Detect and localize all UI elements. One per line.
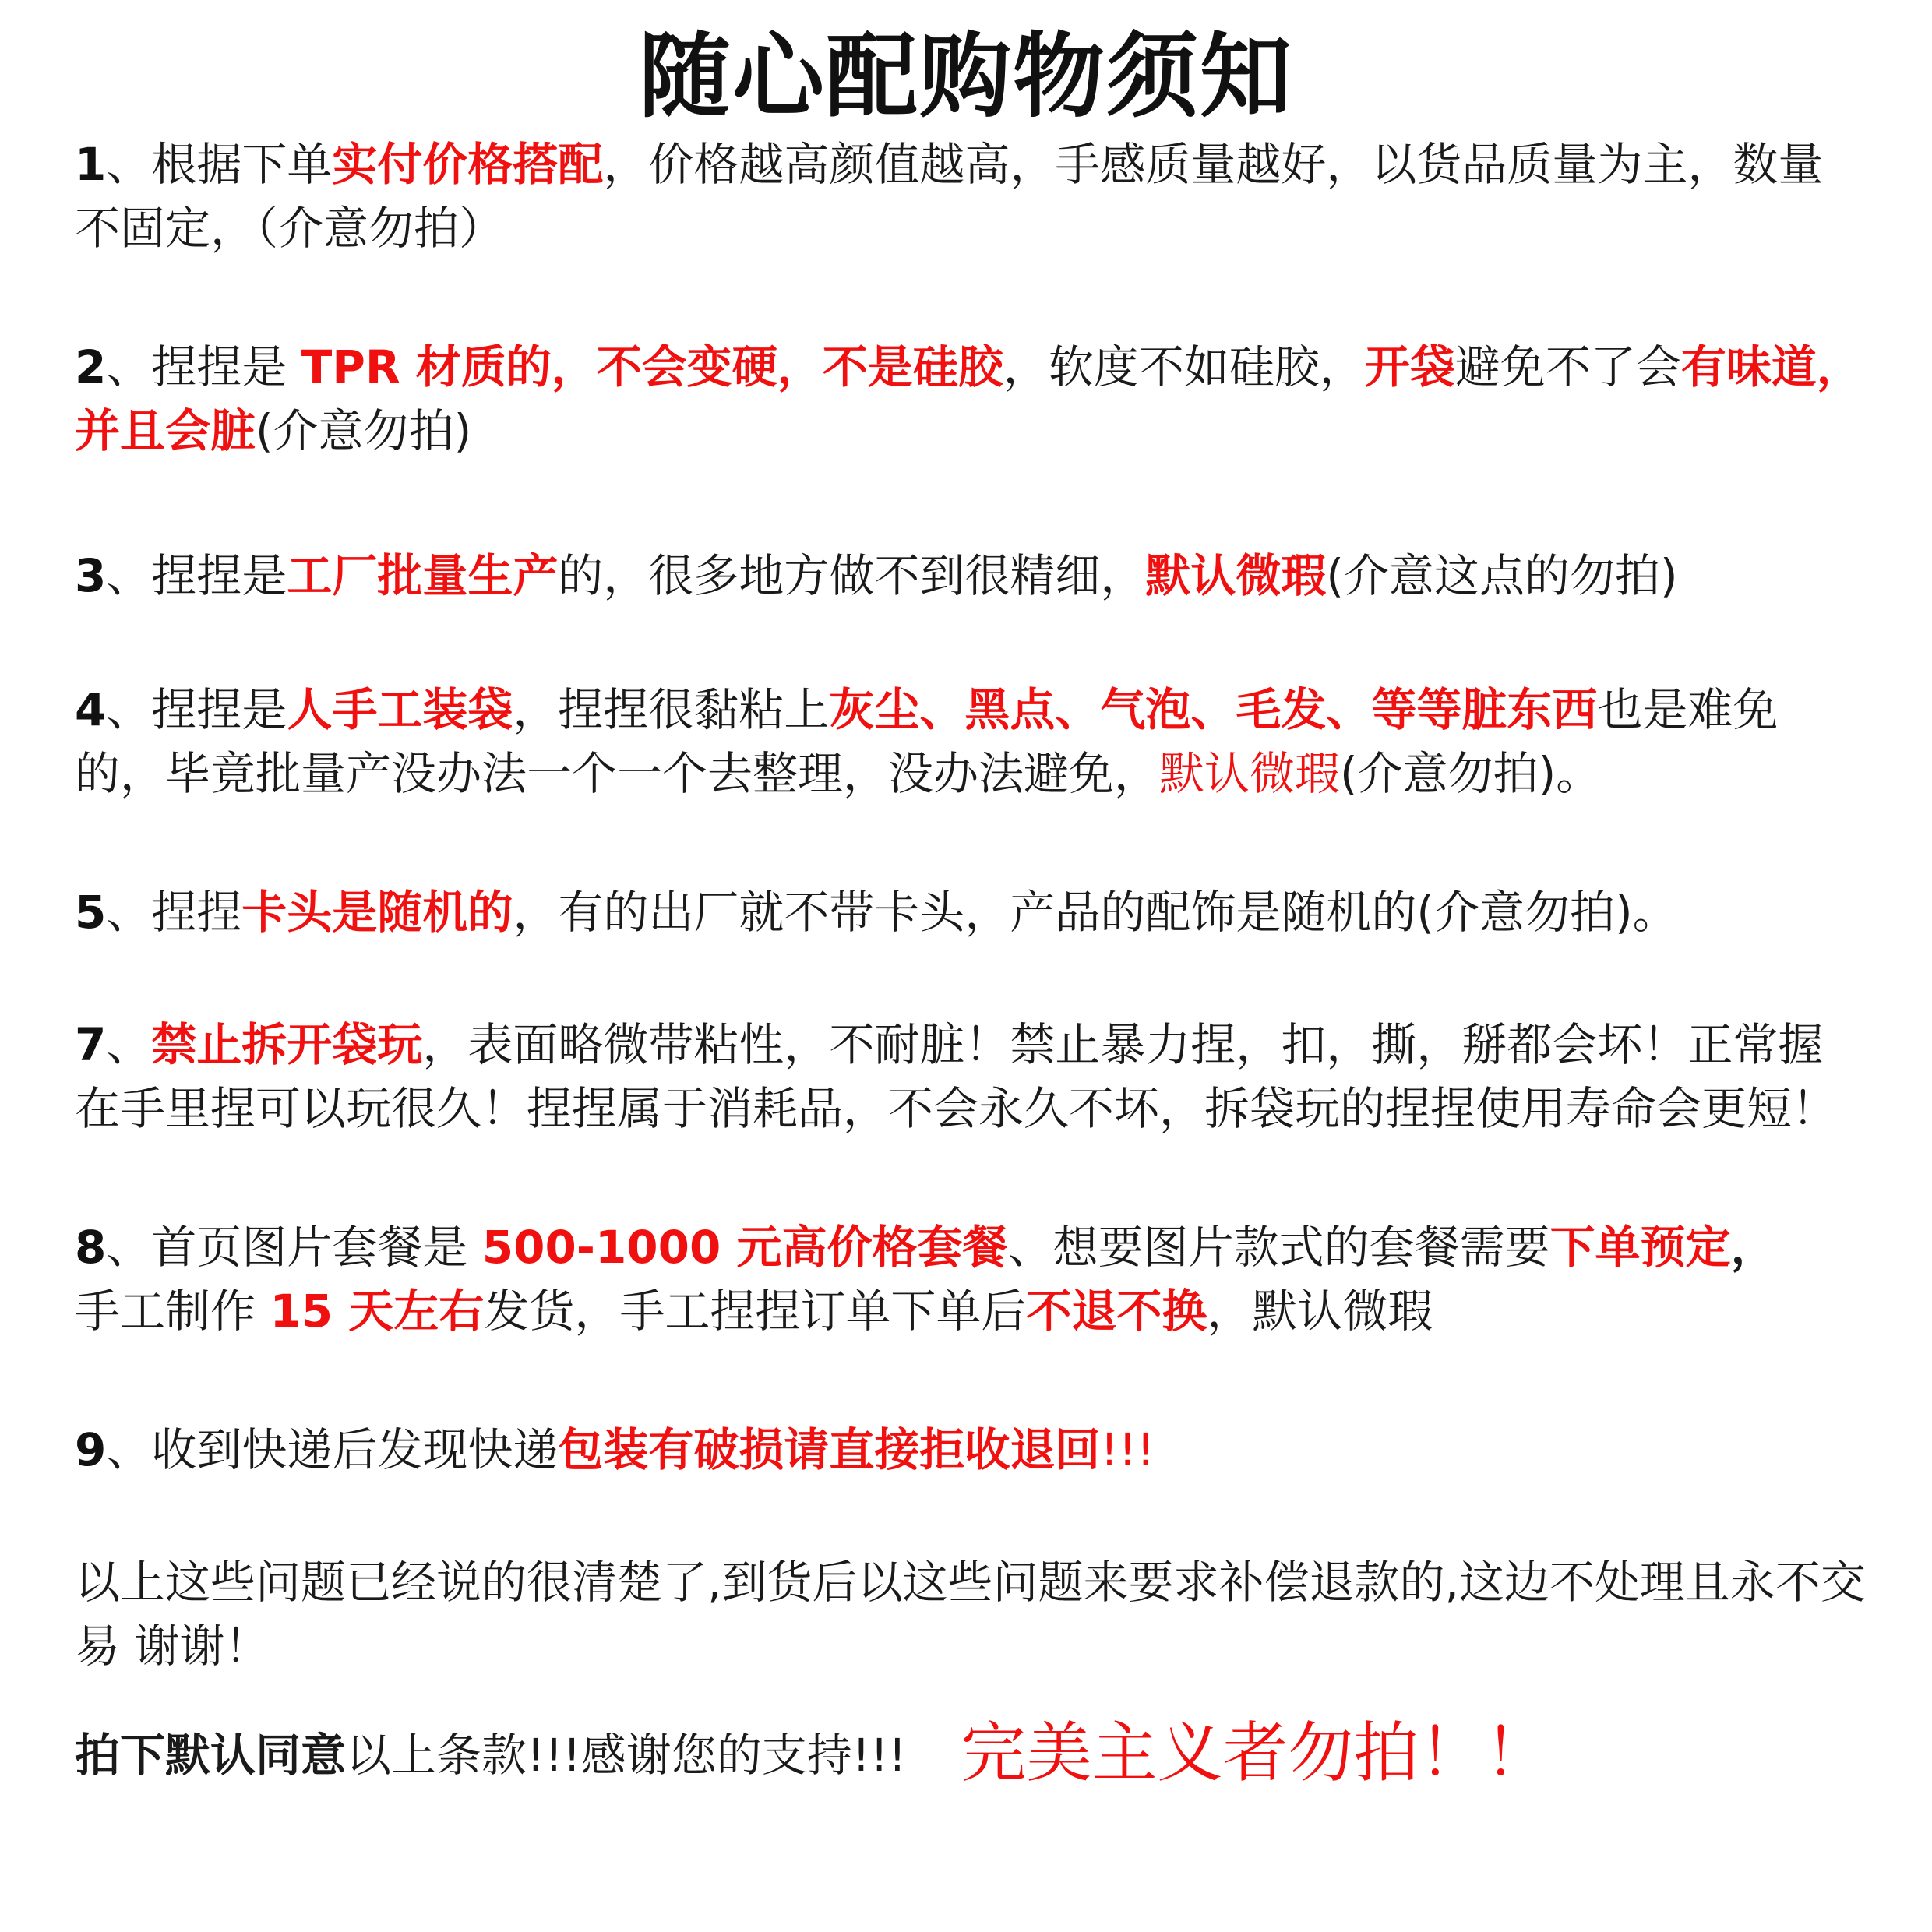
item-text: ，表面略微带粘性，不耐脏！禁止暴力捏，扣，撕，掰都会坏！正常握在手里捏可以玩很久！捏捏属于消耗品，不会永久不坏，拆袋玩的捏捏使用寿命会更短！ (75, 1018, 1838, 1135)
item-highlight: 有味道，并且会脏 (75, 340, 1862, 457)
footer-bold-text: 拍下默认同意 (75, 1729, 347, 1782)
item-highlight: 开袋 (1364, 340, 1455, 393)
item-text: ，价格越高颜值越高，手感质量越好，以货品质量为主，数量不固定，（介意勿拍） (75, 138, 1824, 255)
item-highlight: 包装有破损请直接拒收退回 (558, 1423, 1101, 1476)
item-highlight: TPR 材质的，不会变硬，不是硅胶 (301, 340, 1003, 393)
item-text: ，捏捏很黏粘上 (513, 683, 830, 736)
item-highlight: 不退不换 (1026, 1285, 1208, 1338)
item-text: ，软度不如硅胶， (1003, 340, 1365, 393)
item-text: ，有的出厂就不带卡头，产品的配饰是随机的(介意勿拍)。 (513, 886, 1678, 939)
item-text: 、捏捏是 (106, 549, 287, 602)
footer-line (75, 1710, 1867, 1798)
footer-text: 以上条款!!!感谢您的支持!!! (346, 1729, 907, 1782)
item-text: (介意这点的勿拍) (1326, 549, 1678, 602)
item-number: 3 (75, 549, 107, 602)
item-highlight: 15 天左右 (270, 1285, 485, 1338)
notice-item-3 (75, 544, 1867, 608)
notice-item-2 (75, 335, 1867, 463)
item-number: 7 (75, 1018, 107, 1071)
item-highlight: 实付价格搭配 (332, 138, 604, 191)
item-text: 、 (106, 1018, 152, 1071)
item-highlight: 禁止拆开袋玩 (151, 1018, 423, 1071)
item-text: ， (1730, 1221, 1776, 1274)
notice-item-1 (75, 132, 1867, 260)
item-highlight: 卡头是随机的 (242, 886, 513, 939)
item-number: 8 (75, 1221, 107, 1274)
item-highlight: 灰尘、黑点、气泡、毛发、等等脏东西 (829, 683, 1598, 736)
page-title: 随心配购物须知 (638, 22, 1293, 130)
item-number: 1 (75, 138, 107, 191)
item-highlight: 人手工装袋 (287, 683, 513, 736)
notice-item-8 (75, 1215, 1867, 1343)
item-text: 、捏捏是 (106, 340, 301, 393)
notice-item-5 (75, 880, 1867, 944)
item-highlight: 默认微瑕 (1159, 747, 1341, 800)
notice-item-9 (75, 1418, 1867, 1482)
item-highlight: 默认微瑕 (1145, 549, 1327, 602)
closing-statement: 以上这些问题已经说的很清楚了,到货后以这些问题来要求补偿退款的,这边不处理且永不交易 谢谢！ (75, 1556, 1866, 1673)
item-text: 避免不了会 (1454, 340, 1681, 393)
item-text: 手工制作 (75, 1285, 270, 1338)
item-number: 9 (75, 1423, 107, 1476)
item-text: (介意勿拍) (256, 404, 472, 457)
item-number: 2 (75, 340, 107, 393)
footer-slogan: 完美主义者勿拍！！ (961, 1715, 1550, 1791)
item-text: 、根据下单 (106, 138, 333, 191)
item-text: 、捏捏是 (106, 683, 287, 736)
notice-item-7 (75, 1013, 1867, 1141)
item-number: 5 (75, 886, 107, 939)
item-highlight: 下单预定 (1549, 1221, 1731, 1274)
item-text: ，默认微瑕 (1207, 1285, 1433, 1338)
item-text: 的，很多地方做不到很精细， (558, 549, 1146, 602)
item-text: 发货，手工捏捏订单下单后 (484, 1285, 1027, 1338)
notice-item-4 (75, 678, 1867, 806)
item-highlight: 工厂批量生产 (287, 549, 559, 602)
item-text: 也是难免的，毕竟批量产没办法一个一个去整理，没办法避免， (75, 683, 1779, 800)
item-text: 、捏捏 (106, 886, 242, 939)
item-text: 、首页图片套餐是 (106, 1221, 482, 1274)
item-text: (介意勿拍)。 (1340, 747, 1602, 800)
item-text: 、想要图片款式的套餐需要 (1007, 1221, 1550, 1274)
item-number: 4 (75, 683, 107, 736)
item-text: !!! (1100, 1423, 1155, 1476)
item-highlight: 500-1000 元高价格套餐 (481, 1221, 1008, 1274)
item-text: 、收到快递后发现快递 (106, 1423, 559, 1476)
